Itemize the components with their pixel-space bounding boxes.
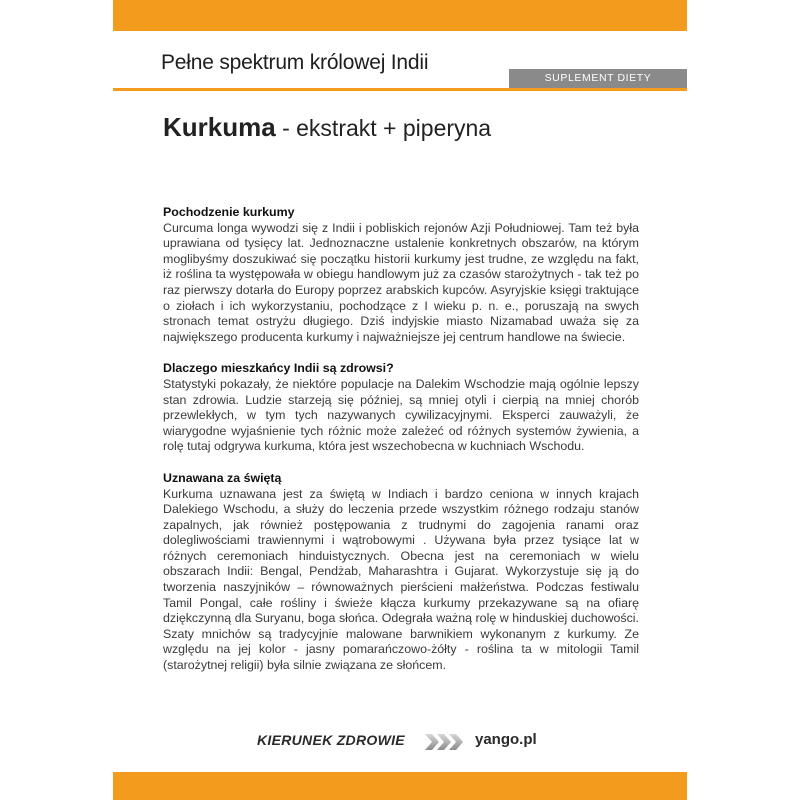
section-text: Kurkuma uznawana jest za świętą w Indiach i bardzo ceniona w innych krajach Dalekiego Wschodu, a służy do leczenia przede wszystkim różnego rodzaju stanów zapalnych, jak również postępowania z trudnymi do zagojenia ranami oraz dolegliwościami trawiennymi i wątrobowymi . Używana była przez tysiące lat w różnych ceremoniach hinduistycznych. Obecna jest na ceremoniach w wielu obszarach Indii: Bengal, Pendżab, Maharashtra i Gujarat. Wykorzystuje się ją do tworzenia naszyjników – równoważnych pierścieni małżeństwa. Podczas festiwalu Tamil Pongal, całe rośliny i świeże kłącza kurkumy przekazywane są na ofiarę dziękczynną dla Suryanu, boga słońca. Odegrała ważną rolę w hinduskiej duchowości. Szaty mnichów są tradycyjnie malowane barwnikiem wykonanym z kurkumy. Ze względu na jej kolor - jasny pomarańczowo-żółty - roślina ta w mitologii Tamil (starożytnej religii) była silnie związana ze słońcem. <box>163 486 639 673</box>
section-heading: Dlaczego mieszkańcy Indii są zdrowsi? <box>163 361 394 376</box>
section-origin <box>163 205 639 345</box>
top-orange-band <box>113 0 687 31</box>
section-text: Curcuma longa wywodzi się z Indii i pobliskich rejonów Azji Południowej. Tam też była uprawiana od tysięcy lat. Jednoznaczne ustalenie konkretnych obszarów, na którym moglibyśmy doszukiwać się początku historii kurkumy jest trudne, ze względu na fakt, iż roślina ta występowała w obiegu handlowym już za czasów starożytnych - tak też po raz pierwszy dotarła do Europy poprzez arabskich kupców. Asyryjskie księgi traktujące o ziołach i ich wykorzystaniu, pochodzące z I wieku p. n. e., poruszają na swych stronach temat ostryżu długiego. Dziś indyjskie miasto Nizamabad uważa się za największego producenta kurkumy i najważniejsze jej centrum handlowe na świecie. <box>163 220 639 344</box>
footer <box>113 730 687 754</box>
document-page <box>113 0 687 800</box>
triple-chevron-right-icon <box>425 734 465 755</box>
supplement-tag: SUPLEMENT DIETY <box>509 69 687 88</box>
bottom-orange-band <box>113 772 687 800</box>
section-heading: Uznawana za świętą <box>163 470 282 485</box>
article-body <box>163 205 639 690</box>
section-health <box>163 361 639 455</box>
section-heading: Pochodzenie kurkumy <box>163 205 295 219</box>
header-divider <box>113 88 687 91</box>
footer-brand: KIERUNEK ZDROWIE <box>257 732 405 748</box>
section-sacred <box>163 471 639 674</box>
footer-website: yango.pl <box>475 731 537 748</box>
page-headline: Pełne spektrum królowej Indii <box>161 51 429 74</box>
product-name: Kurkuma <box>163 112 276 142</box>
section-text: Statystyki pokazały, że niektóre populacje na Dalekim Wschodzie mają ogólnie lepszy stan zdrowia. Ludzie starzeją się później, są mniej otyli i cierpią na mniej chorób przewlekłych, w tym tych nazywanych cywilizacyjnymi. Eksperci zauważyli, że wiarygodne wyjaśnienie tych różnic może zależeć od różnych systemów żywienia, a rolę tutaj odgrywa kurkuma, która jest wszechobecna w kuchniach Wschodu. <box>163 376 639 454</box>
product-title <box>163 112 491 143</box>
product-subtitle: - ekstrakt + piperyna <box>275 115 492 141</box>
